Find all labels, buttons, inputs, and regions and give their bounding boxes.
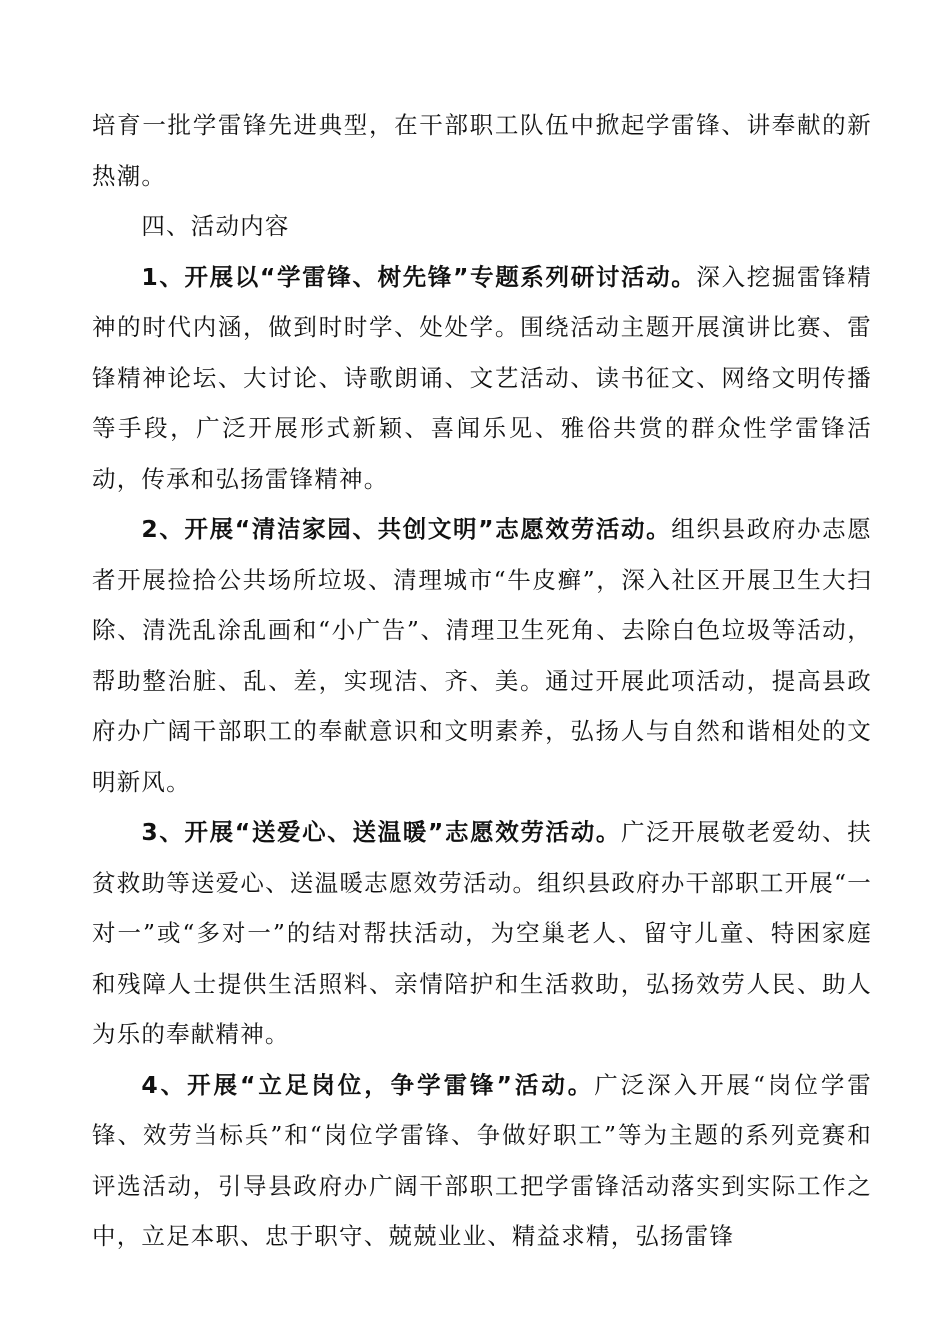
activity-item-1-title: 1、开展以“学雷锋、树先锋”专题系列研讨活动。 <box>141 262 697 291</box>
activity-item-4-title: 4、开展“立足岗位，争学雷锋”活动。 <box>141 1070 595 1099</box>
intro-continuation-paragraph: 培育一批学雷锋先进典型，在干部职工队伍中掀起学雷锋、讲奉献的新热潮。 <box>92 111 872 190</box>
activity-item-2-title: 2、开展“清洁家园、共创文明”志愿效劳活动。 <box>141 515 672 543</box>
activity-item-3-body: 广泛开展敬老爱幼、扶贫救助等送爱心、送温暖志愿效劳活动。组织县政府办干部职工开展“一对一”或“多对一”的结对帮扶活动，为空巢老人、留守儿童、特困家庭和残障人士提供生活照料、亲情陪护和生活救助，弘扬效劳人民、助人为乐的奉献精神。 <box>92 818 873 1048</box>
activity-item-4-body: 广泛深入开展“岗位学雷锋、效劳当标兵”和“岗位学雷锋、争做好职工”等为主题的系列竞赛和评选活动，引导县政府办广阔干部职工把学雷锋活动落实到实际工作之中，立足本职、忠于职守、兢兢业业、精益求精，弘扬雷锋 <box>92 1070 872 1250</box>
activity-item-4 <box>92 1060 872 1262</box>
document-page <box>92 100 872 1262</box>
activity-item-1 <box>92 252 872 505</box>
activity-item-1-body: 深入挖掘雷锋精神的时代内涵，做到时时学、处处学。围绕活动主题开展演讲比赛、雷锋精神论坛、大讨论、诗歌朗诵、文艺活动、读书征文、网络文明传播等手段，广泛开展形式新颖、喜闻乐见、雅俗共赏的群众性学雷锋活动，传承和弘扬雷锋精神。 <box>92 262 872 493</box>
activity-item-2-body: 组织县政府办志愿者开展捡拾公共场所垃圾、清理城市“牛皮癣”，深入社区开展卫生大扫除、清洗乱涂乱画和“小广告”、清理卫生死角、去除白色垃圾等活动，帮助整治脏、乱、差，实现洁、齐、美。通过开展此项活动，提高县政府办广阔干部职工的奉献意识和文明素养，弘扬人与自然和谐相处的文明新风。 <box>92 515 872 796</box>
section-heading: 四、活动内容 <box>141 212 290 240</box>
activity-item-2 <box>92 504 872 807</box>
activity-item-3 <box>92 807 872 1060</box>
activity-item-3-title: 3、开展“送爱心、送温暖”志愿效劳活动。 <box>141 818 621 846</box>
